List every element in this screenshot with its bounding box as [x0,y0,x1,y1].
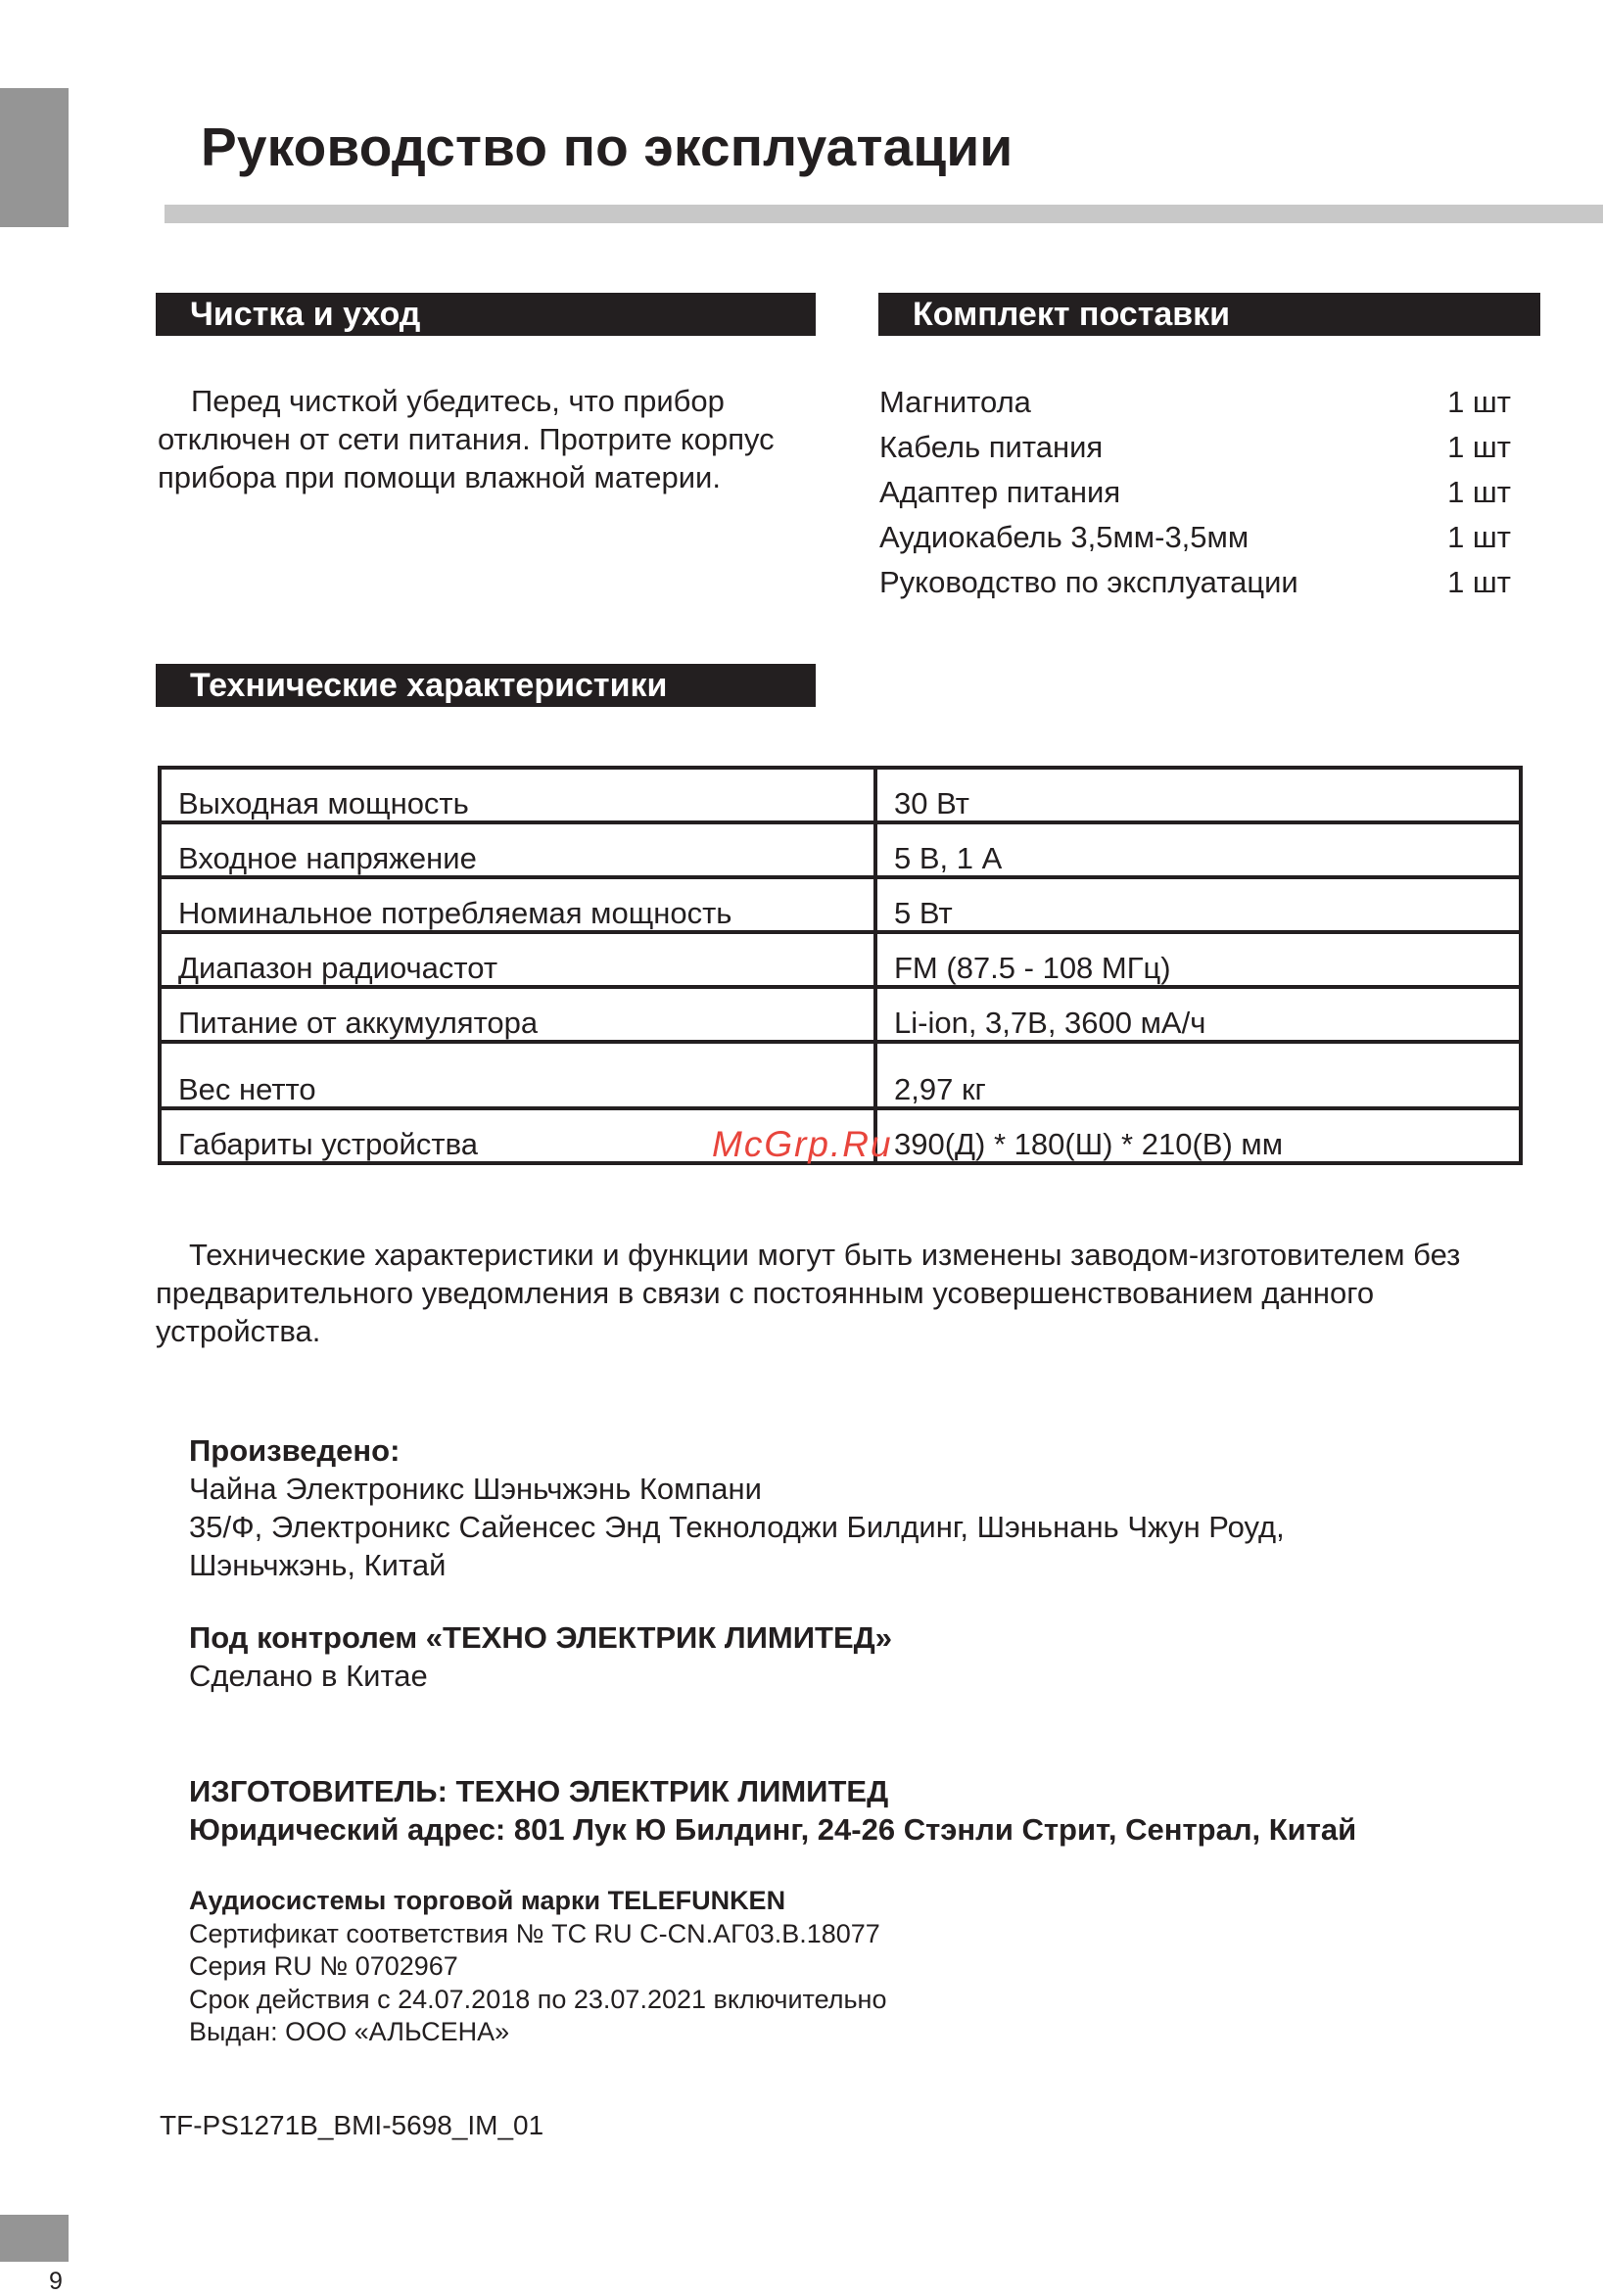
spec-label: Входное напряжение [160,822,875,877]
table-row [160,768,1521,822]
kit-item-name: Адаптер питания [879,475,1121,509]
spec-value: 5 Вт [875,877,1521,932]
page-tab-marker [0,2215,69,2262]
cleaning-heading: Чистка и уход [190,296,421,333]
table-row [160,877,1521,932]
table-row [160,1042,1521,1108]
table-row [160,987,1521,1042]
control-line: Сделано в Китае [189,1659,428,1693]
certificate-heading: Аудиосистемы торговой марки TELEFUNKEN [189,1886,786,1915]
spec-label: Выходная мощность [160,768,875,822]
manufacturer-address: Юридический адрес: 801 Лук Ю Билдинг, 24-26 Стэнли Стрит, Сентрал, Китай [189,1812,1357,1847]
kit-item-qty: 1 шт [1447,385,1511,419]
kit-item-qty: 1 шт [1447,430,1511,464]
table-row [160,822,1521,877]
kit-item-name: Руководство по эксплуатации [879,565,1298,599]
certificate-line: Срок действия с 24.07.2018 по 23.07.2021 включительно [189,1984,887,2014]
kit-item-name: Кабель питания [879,430,1104,464]
kit-item-qty: 1 шт [1447,520,1511,554]
manufacturer-block [189,1772,1560,1849]
kit-heading-bar [878,293,1540,336]
disclaimer-note: Технические характеристики и функции могут быть изменены заводом-изготовителем без предварительного уведомления в связи с постоянным усовершенствованием данного устройства. [156,1238,1461,1348]
specs-heading: Технические характеристики [190,667,668,704]
cleaning-heading-bar [156,293,816,336]
document-code: TF-PS1271B_BMI-5698_IM_01 [160,2110,544,2140]
control-block [189,1618,1560,1695]
spec-value: Li-ion, 3,7В, 3600 мА/ч [875,987,1521,1042]
kit-list [879,382,1511,607]
producer-block [189,1431,1560,1584]
producer-line: Шэньчжэнь, Китай [189,1548,447,1582]
page-title: Руководство по эксплуатации [201,117,1014,177]
spec-label: Диапазон радиочастот [160,932,875,987]
specs-heading-bar [156,664,816,707]
spec-label: Габариты устройства [160,1108,875,1163]
table-row [160,932,1521,987]
control-heading: Под контролем «ТЕХНО ЭЛЕКТРИК ЛИМИТЕД» [189,1620,892,1655]
watermark: McGrp.Ru [712,1124,893,1164]
producer-line: 35/Ф, Электроникс Сайенсес Энд Текнолоджи Билдинг, Шэньнань Чжун Роуд, [189,1510,1285,1544]
certificate-block [189,1885,1560,2049]
manufacturer-line: ИЗГОТОВИТЕЛЬ: ТЕХНО ЭЛЕКТРИК ЛИМИТЕД [189,1774,889,1808]
kit-heading: Комплект поставки [913,296,1231,333]
spec-value: 30 Вт [875,768,1521,822]
spec-value: 390(Д) * 180(Ш) * 210(В) мм [875,1108,1521,1163]
page-number: 9 [49,2268,63,2295]
kit-item-qty: 1 шт [1447,565,1511,599]
spec-label: Вес нетто [160,1042,875,1108]
kit-item [879,562,1511,607]
kit-item-name: Аудиокабель 3,5мм-3,5мм [879,520,1249,554]
producer-line: Чайна Электроникс Шэньчжэнь Компани [189,1472,762,1506]
spec-label: Номинальное потребляемая мощность [160,877,875,932]
certificate-line: Выдан: ООО «АЛЬСЕНА» [189,2017,510,2046]
spec-value: FM (87.5 - 108 МГц) [875,932,1521,987]
cleaning-text: Перед чисткой убедитесь, что прибор отключен от сети питания. Протрите корпус прибора при помощи влажной материи. [158,384,775,494]
kit-item [879,472,1511,517]
specs-table [158,766,1523,1165]
title-rule [165,205,1603,223]
kit-item [879,427,1511,472]
spec-value: 2,97 кг [875,1042,1521,1108]
spec-label: Питание от аккумулятора [160,987,875,1042]
certificate-line: Сертификат соответствия № ТС RU C-CN.АГ03.В.18077 [189,1918,880,1948]
kit-item-qty: 1 шт [1447,475,1511,509]
side-tab-marker [0,88,69,227]
kit-item-name: Магнитола [879,385,1031,419]
spec-value: 5 В, 1 А [875,822,1521,877]
kit-item [879,382,1511,427]
certificate-line: Серия RU № 0702967 [189,1951,458,1981]
producer-heading: Произведено: [189,1433,401,1468]
kit-item [879,517,1511,562]
